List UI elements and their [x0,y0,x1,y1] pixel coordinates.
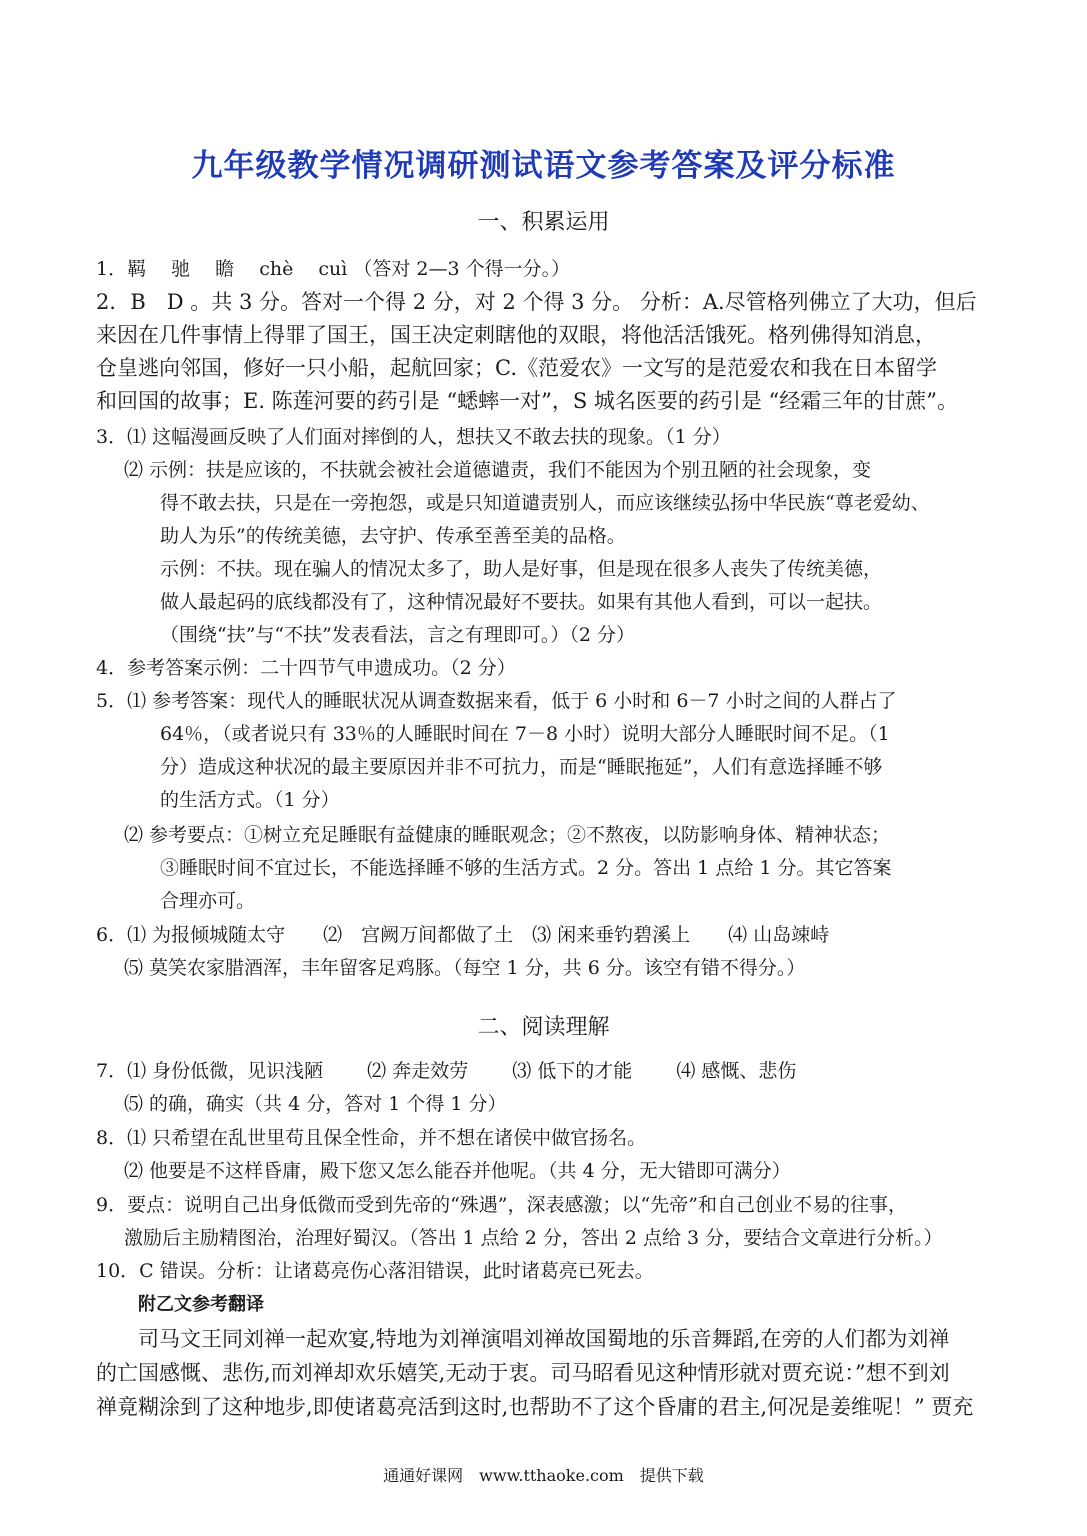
answer-line: ⑵ 示例：扶是应该的，不扶就会被社会道德谴责，我们不能因为个别丑陋的社会现象，变 [124,459,872,481]
answer-line: ⑸ 莫笑农家腊酒浑，丰年留客足鸡豚。（每空 1 分，共 6 分。该空有错不得分。） [124,957,806,979]
answer-line: 64％，（或者说只有 33％的人睡眠时间在 7－8 小时）说明大部分人睡眠时间不足。（1 [160,723,890,745]
answer-line: 1．羁 驰 瞻 chè cuì （答对 2—3 个得一分。） [96,258,571,280]
translation-line: 禅竟糊涂到了这种地步,即使诸葛亮活到这时,也帮助不了这个昏庸的君主,何况是姜维呢！” 贾充 [96,1395,974,1419]
footer-credit: 通通好课网 www.tthaoke.com 提供下载 [383,1466,704,1485]
answer-line: 10．C 错误。分析：让诸葛亮伤心落泪错误，此时诸葛亮已死去。 [96,1260,654,1282]
section-heading-reading: 二、阅读理解 [477,1015,610,1040]
answer-line: 3．⑴ 这幅漫画反映了人们面对摔倒的人，想扶又不敢去扶的现象。（1 分） [96,426,731,448]
answer-line: （围绕“扶”与“不扶”发表看法，言之有理即可。）（2 分） [160,624,635,646]
answer-line: 得不敢去扶，只是在一旁抱怨，或是只知道谴责别人，而应该继续弘扬中华民族“尊老爱幼、 [160,492,930,514]
answer-line: 2．B D 。共 3 分。答对一个得 2 分，对 2 个得 3 分。 分析：A.尽管格列佛立了大功，但后 [96,290,977,314]
answer-line: 9．要点：说明自己出身低微而受到先帝的“殊遇”，深表感激；以“先帝”和自己创业不易的往事， [96,1194,907,1216]
answer-line: ⑵ 他要是不这样昏庸，殿下您又怎么能吞并他呢。（共 4 分，无大错即可满分） [124,1160,791,1182]
answer-line: 的生活方式。（1 分） [160,789,340,811]
answer-line: 做人最起码的底线都没有了，这种情况最好不要扶。如果有其他人看到，可以一起扶。 [160,591,883,613]
answer-line: 示例：不扶。现在骗人的情况太多了，助人是好事，但是现在很多人丧失了传统美德， [160,558,883,580]
answer-line: 激励后主励精图治，治理好蜀汉。（答出 1 点给 2 分，答出 2 点给 3 分，要结合文章进行分析。） [124,1227,943,1249]
translation-line: 的亡国感慨、悲伤,而刘禅却欢乐嬉笑,无动于衷。司马昭看见这种情形就对贾充说：”想不到刘 [96,1361,950,1385]
answer-line: ③睡眠时间不宜过长，不能选择睡不够的生活方式。2 分。答出 1 点给 1 分。其它答案 [160,857,892,879]
answer-line: 合理亦可。 [160,890,256,912]
translation-heading: 附乙文参考翻译 [138,1294,264,1315]
answer-line: 分）造成这种状况的最主要原因并非不可抗力，而是“睡眠拖延”，人们有意选择睡不够 [160,756,883,778]
answer-line: 8．⑴ 只希望在乱世里苟且保全性命，并不想在诸侯中做官扬名。 [96,1127,647,1149]
answer-line: 6．⑴ 为报倾城随太守 ⑵ 宫阙万间都做了土 ⑶ 闲来垂钓碧溪上 ⑷ 山岛竦峙 [96,924,830,946]
answer-line: 助人为乐”的传统美德，去守护、传承至善至美的品格。 [160,525,626,547]
answer-line: 仓皇逃向邻国，修好一只小船，起航回家；C.《范爱农》一文写的是范爱农和我在日本留学 [96,356,937,380]
section-heading-accumulation: 一、积累运用 [477,210,610,235]
answer-line: 来因在几件事情上得罪了国王，国王决定刺瞎他的双眼，将他活活饿死。格列佛得知消息， [96,323,936,347]
page-title: 九年级教学情况调研测试语文参考答案及评分标准 [191,148,896,184]
answer-line: 和回国的故事；E. 陈莲河要的药引是 “蟋蟀一对”，S 城名医要的药引是 “经霜三年的甘蔗”。 [96,389,959,413]
translation-line: 司马文王同刘禅一起欢宴,特地为刘禅演唱刘禅故国蜀地的乐音舞蹈,在旁的人们都为刘禅 [138,1327,950,1351]
answer-line: 5．⑴ 参考答案：现代人的睡眠状况从调查数据来看，低于 6 小时和 6－7 小时之间的人群占了 [96,690,897,712]
answer-line: ⑸ 的确，确实（共 4 分，答对 1 个得 1 分） [124,1093,507,1115]
answer-line: 7．⑴ 身份低微，见识浅陋 ⑵ 奔走效劳 ⑶ 低下的才能 ⑷ 感慨、悲伤 [96,1060,797,1082]
answer-line: 4．参考答案示例：二十四节气申遗成功。（2 分） [96,657,516,679]
answer-line: ⑵ 参考要点：①树立充足睡眠有益健康的睡眠观念；②不熬夜，以防影响身体、精神状态； [124,824,891,846]
